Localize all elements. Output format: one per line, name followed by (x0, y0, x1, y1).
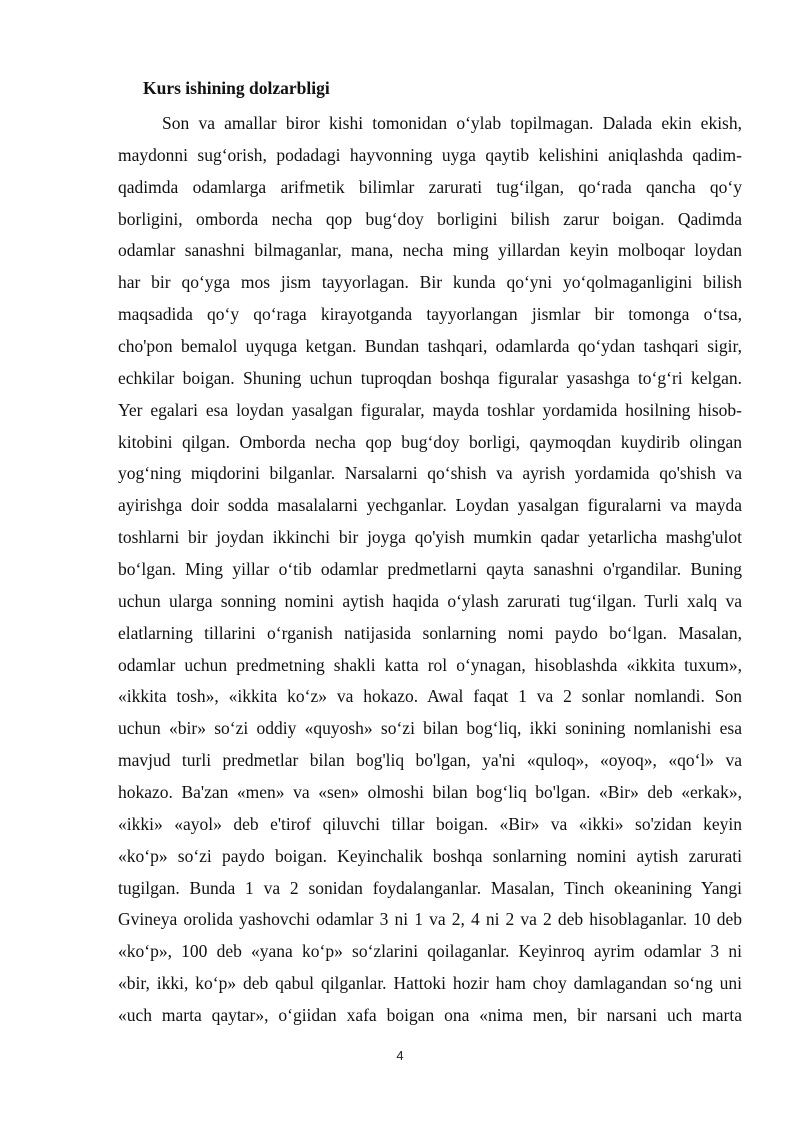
text-line: odamlar uchun predmetning shakli katta rol o‘ynagan, hisoblashda «ikkita tuxum», (118, 654, 742, 675)
page-number: 4 (396, 1048, 404, 1063)
text-line: «ikkita tosh», «ikkita ko‘z» va hokazo. Awal faqat 1 va 2 sonlar nomlandi. Son (118, 686, 742, 707)
text-line: cho'pon bemalol uyquga ketgan. Bundan tashqari, odamlarda qo‘ydan tashqari sigir, (118, 336, 742, 357)
text-line: maydonni sug‘orish, podadagi hayvonning uyga qaytib kelishini aniqlashda qadim- (118, 144, 742, 165)
text-line: «ko‘p» so‘zi paydo boigan. Keyinchalik boshqa sonlarning nomini aytish zarurati (118, 845, 742, 866)
text-line: Yer egalari esa loydan yasalgan figuralar, mayda toshlar yordamida hosilning hisob- (118, 399, 742, 420)
text-line: ayirishga doir sodda masalalarni yechganlar. Loydan yasalgan figuralarni va mayda (118, 495, 742, 516)
text-line: qadimda odamlarga arifmetik bilimlar zarurati tug‘ilgan, qo‘rada qancha qo‘y (118, 176, 742, 197)
text-line: «ikki» «ayol» deb e'tirof qiluvchi tillar boigan. «Bir» va «ikki» so'zidan keyin (118, 813, 742, 834)
text-line: Son va amallar biror kishi tomonidan o‘ylab topilmagan. Dalada ekin ekish, (162, 113, 742, 133)
text-line: uchun «bir» so‘zi oddiy «quyosh» so‘zi bilan bog‘liq, ikki sonining nomlanishi esa (118, 718, 742, 739)
text-line: bo‘lgan. Ming yillar o‘tib odamlar predmetlarni qayta sanashni o'rgandilar. Buning (118, 559, 742, 580)
text-line: borligini, omborda necha qop bug‘doy borligini bilish zarur boigan. Qadimda (118, 208, 742, 229)
section-heading: Kurs ishining dolzarbligi (143, 78, 330, 98)
text-line: Gvineya orolida yashovchi odamlar 3 ni 1 va 2, 4 ni 2 va 2 deb hisoblaganlar. 10 deb (118, 909, 742, 930)
text-line: kitobini qilgan. Omborda necha qop bug‘doy borligi, qaymoqdan kuydirib olingan (118, 431, 742, 452)
text-line: uchun ularga sonning nomini aytish haqida o‘ylash zarurati tug‘ilgan. Turli xalq va (118, 590, 742, 611)
text-line: «uch marta qaytar», o‘giidan xafa boigan ona «nima men, bir narsani uch marta (118, 1005, 742, 1026)
text-line: elatlarning tillarini o‘rganish natijasida sonlarning nomi paydo bo‘lgan. Masalan, (118, 622, 742, 643)
text-line: maqsadida qo‘y qo‘raga kirayotganda tayyorlangan jismlar bir tomonga o‘tsa, (118, 304, 742, 325)
text-line: toshlarni bir joydan ikkinchi bir joyga qo'yish mumkin qadar yetarlicha mashg'ulot (118, 527, 742, 548)
text-line: hokazo. Ba'zan «men» va «sen» olmoshi bilan bog‘liq bo'lgan. «Bir» deb «erkak», (118, 782, 742, 803)
text-line: mavjud turli predmetlar bilan bog'liq bo'lgan, ya'ni «quloq», «oyoq», «qo‘l» va (118, 750, 742, 771)
text-line: «bir, ikki, ko‘p» deb qabul qilganlar. Hattoki hozir ham choy damlagandan so‘ng uni (118, 973, 742, 994)
text-line: tugilgan. Bunda 1 va 2 sonidan foydalanganlar. Masalan, Tinch okeanining Yangi (118, 877, 742, 898)
text-line: «ko‘p», 100 deb «yana ko‘p» so‘zlarini qoilaganlar. Keyinroq ayrim odamlar 3 ni (118, 941, 742, 962)
body-paragraph (118, 108, 742, 1032)
text-line: echkilar boigan. Shuning uchun tuproqdan boshqa figuralar yasashga to‘g‘ri kelgan. (118, 367, 742, 388)
text-line: yog‘ning miqdorini bilganlar. Narsalarni qo‘shish va ayrish yordamida qo'shish va (118, 463, 742, 484)
text-line: odamlar sanashni bilmaganlar, mana, necha ming yillardan keyin molboqar loydan (118, 240, 742, 261)
text-line: har bir qo‘yga mos jism tayyorlagan. Bir kunda qo‘yni yo‘qolmaganligini bilish (118, 272, 742, 293)
